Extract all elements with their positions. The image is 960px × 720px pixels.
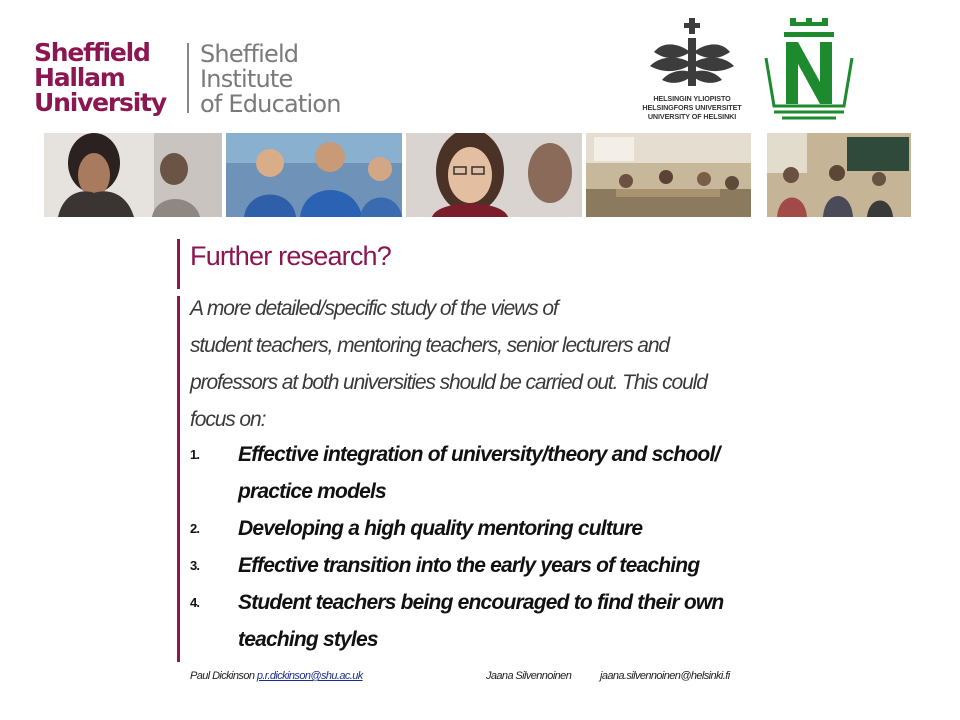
list-item: 2. Developing a high quality mentoring culture xyxy=(190,510,890,547)
list-number: 3. xyxy=(190,558,200,573)
author-2-name: Jaana Silvennoinen xyxy=(486,670,572,682)
list-item: 3. Effective transition into the early years of teaching xyxy=(190,547,890,584)
student-photo xyxy=(44,133,222,217)
university-of-helsinki-logo xyxy=(636,18,744,130)
author-1-email-link[interactable]: p.r.dickinson@shu.ac.uk xyxy=(256,670,363,682)
institute-name: Sheffield Institute of Education xyxy=(200,40,341,118)
slide-title: Further research? xyxy=(190,241,391,271)
list-number: 1. xyxy=(190,447,200,462)
content-accent-bar xyxy=(177,296,180,662)
lecture-photo xyxy=(767,133,911,217)
teacher-training-school-crest xyxy=(760,18,858,130)
university-name: Sheffield Hallam University xyxy=(34,38,166,117)
helsinki-logo-text: HELSINGIN YLIOPISTO HELSINGFORS UNIVERSITET UNIVERSITY OF HELSINKI xyxy=(642,94,742,121)
focus-list xyxy=(190,436,890,658)
list-number: 4. xyxy=(190,595,200,610)
logo-divider xyxy=(187,43,189,113)
author-2-email: jaana.silvennoinen@helsinki.fi xyxy=(600,670,730,682)
list-item: 1. Effective integration of university/theory and school/ practice models xyxy=(190,436,890,510)
crest-icon xyxy=(760,18,858,130)
list-number: 2. xyxy=(190,521,200,536)
author-1-name: Paul Dickinson xyxy=(190,670,255,682)
helsinki-flame-icon xyxy=(646,18,738,92)
classroom-photo xyxy=(586,133,751,217)
schoolgirl-photo xyxy=(406,133,582,217)
title-accent-bar xyxy=(177,239,180,289)
intro-paragraph: A more detailed/specific study of the views of student teachers, mentoring teachers, senior lecturers and professors at both universities should be carried out. This could focus on: xyxy=(190,297,707,431)
pupils-photo xyxy=(226,133,402,217)
author-1-contact xyxy=(190,670,363,682)
list-item: 4. Student teachers being encouraged to find their own teaching styles xyxy=(190,584,890,658)
footer-contacts xyxy=(190,670,790,686)
sheffield-hallam-logo xyxy=(34,40,364,118)
